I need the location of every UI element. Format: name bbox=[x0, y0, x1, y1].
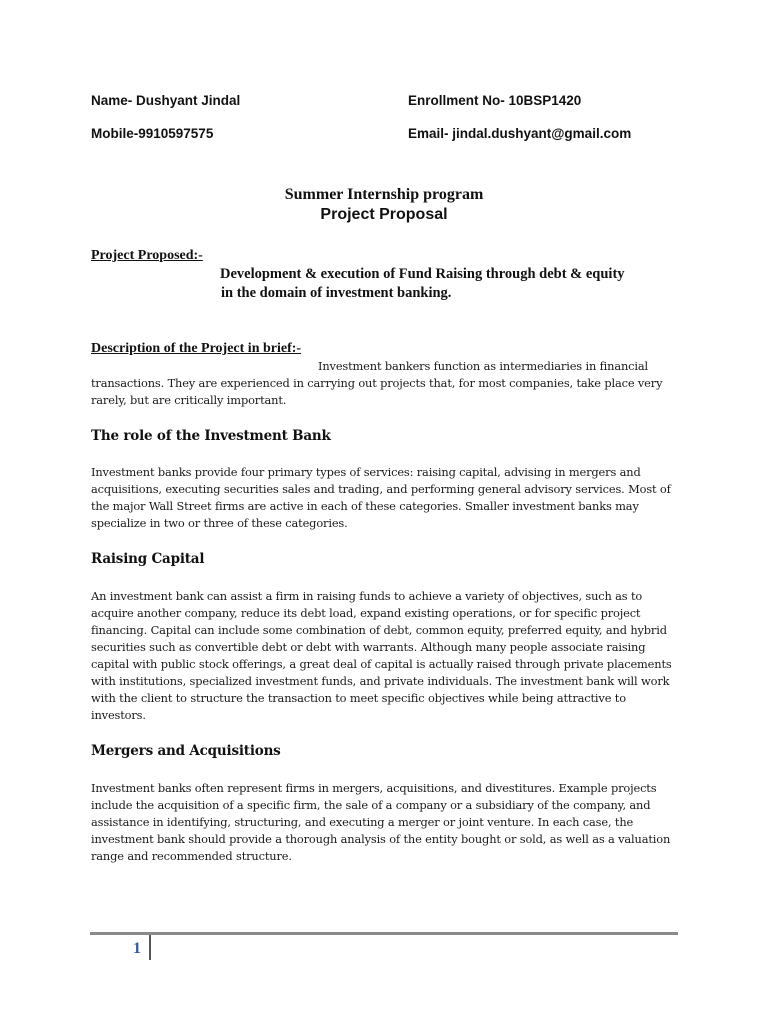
project-proposed-heading: Project Proposed:- bbox=[91, 248, 203, 263]
student-name: Name- Dushyant Jindal bbox=[91, 93, 241, 108]
email-address: Email- jindal.dushyant@gmail.com bbox=[408, 126, 632, 141]
footer-divider bbox=[90, 932, 678, 935]
section-heading-mergers: Mergers and Acquisitions bbox=[91, 743, 281, 759]
document-subtitle: Project Proposal bbox=[320, 206, 448, 223]
mobile-number: Mobile-9910597575 bbox=[91, 126, 214, 141]
section-paragraph-role: Investment banks provide four primary types of services: raising capital, advising in mergers and acquisitions, executing securities sales and trading, and performing general advisory services. Most of the major Wall Street firms are active in each of these categories. Smaller investment banks may specialize in two or three of these categories. bbox=[91, 465, 671, 530]
document-title: Summer Internship program bbox=[284, 186, 484, 203]
enrollment-number: Enrollment No- 10BSP1420 bbox=[408, 93, 582, 108]
section-paragraph-raising-capital: An investment bank can assist a firm in raising funds to achieve a variety of objectives, such as to acquire another company, reduce its debt load, expand existing operations, or for specific project financing. Capital can include some combination of debt, common equity, preferred equity, and hybrid securities such as convertible debt or debt with warrants. Although many people associate raising capital with public stock offerings, a great deal of capital is actually raised through private placements with institutions, specialized investment funds, and private individuals. The investment bank will work with the client to structure the transaction to meet specific objectives while being attractive to investors. bbox=[91, 589, 672, 722]
description-heading: Description of the Project in brief:- bbox=[91, 341, 302, 356]
section-paragraph-mergers: Investment banks often represent firms in mergers, acquisitions, and divestitures. Example projects include the acquisition of a specific firm, the sale of a company or a subsidiary of the company, and assistance in identifying, structuring, and executing a merger or joint venture. In each case, the investment bank should provide a thorough analysis of the entity bought or sold, as well as a valuation range and recommended structure. bbox=[91, 781, 671, 863]
project-title-line-1: Development & execution of Fund Raising through debt & equity bbox=[220, 266, 625, 282]
description-paragraph: Investment bankers function as intermediaries in financial transactions. They are experienced in carrying out projects that, for most companies, take place very rarely, but are critically important. bbox=[91, 359, 663, 407]
section-heading-role: The role of the Investment Bank bbox=[91, 428, 331, 444]
page-number: 1 bbox=[133, 940, 141, 957]
project-title-line-2: in the domain of investment banking. bbox=[221, 285, 452, 301]
section-heading-raising-capital: Raising Capital bbox=[91, 551, 205, 567]
page-number-separator bbox=[149, 935, 151, 960]
